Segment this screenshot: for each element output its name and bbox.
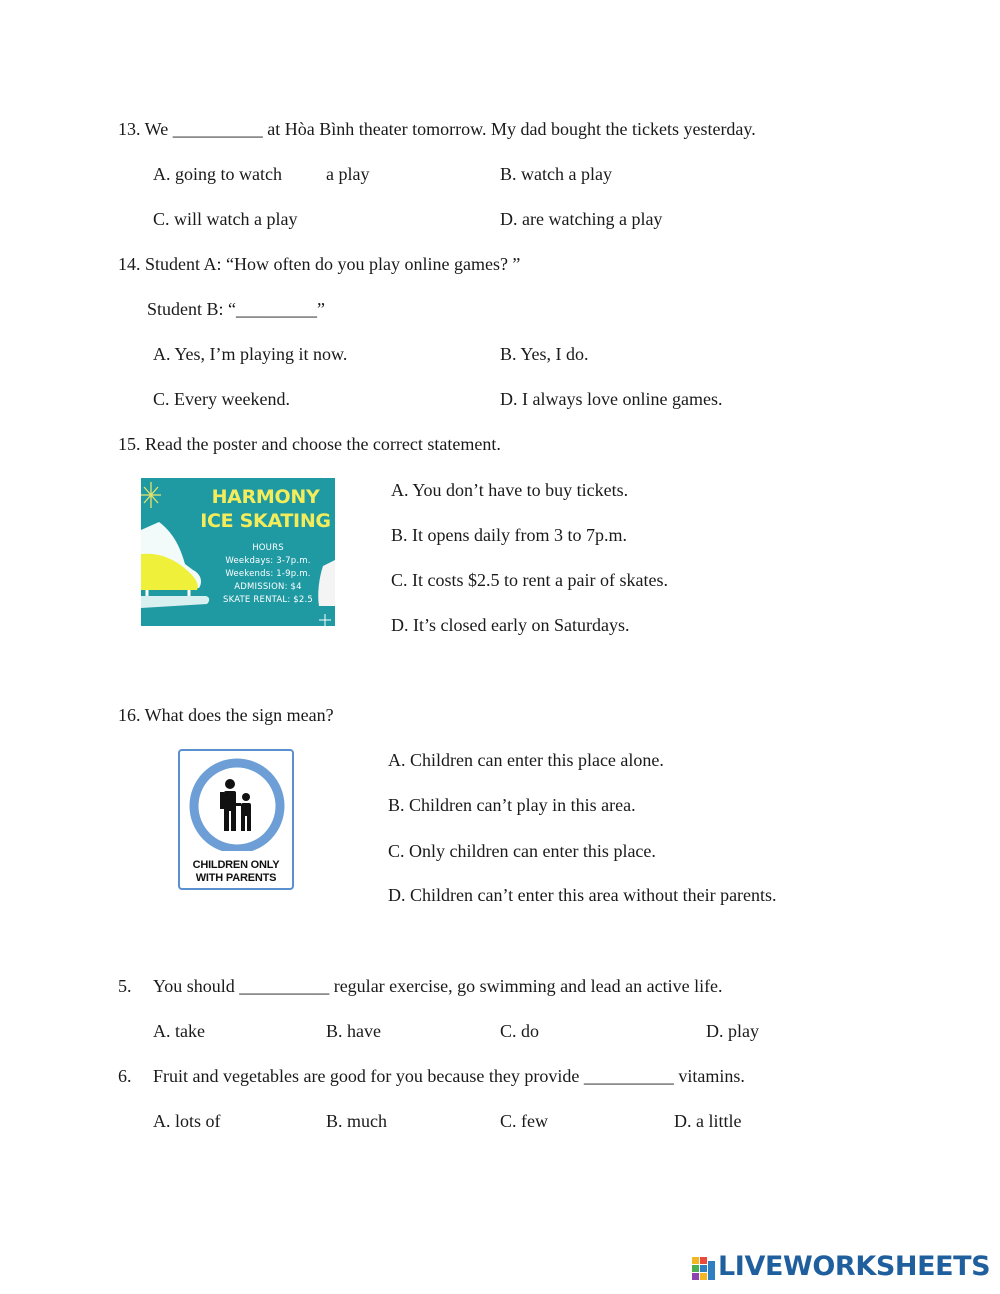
small-snowflake-icon	[319, 614, 331, 626]
question-13-text: 13. We __________ at Hòa Bình theater tomorrow. My dad bought the tickets yesterday.	[118, 119, 756, 139]
poster-title-line1: HARMONY	[211, 486, 320, 508]
poster-weekends: Weekends: 1-9p.m.	[225, 569, 311, 579]
q15-option-d: D. It’s closed early on Saturdays.	[391, 615, 630, 635]
poster-title-line2: ICE SKATING	[200, 510, 331, 532]
question-6-number: 6.	[118, 1066, 132, 1086]
q16-option-d: D. Children can’t enter this area without their parents.	[388, 885, 777, 905]
q5-option-c: C. do	[500, 1021, 540, 1041]
liveworksheets-logo-text[interactable]: LIVEWORKSHEETS	[718, 1251, 991, 1282]
q6-option-b: B. much	[326, 1111, 387, 1131]
question-14-student-b: Student B: “_________”	[147, 299, 325, 319]
q15-option-b: B. It opens daily from 3 to 7p.m.	[391, 525, 627, 545]
q15-option-a: A. You don’t have to buy tickets.	[391, 480, 629, 500]
q13-option-c: C. will watch a play	[153, 209, 298, 229]
poster-rental: SKATE RENTAL: $2.5	[222, 595, 314, 605]
q15-option-c: C. It costs $2.5 to rent a pair of skates.	[391, 570, 668, 590]
question-14-text: 14. Student A: “How often do you play online games? ”	[118, 254, 521, 274]
q13-option-a: A. going to watch	[153, 164, 282, 184]
q16-option-c: C. Only children can enter this place.	[388, 841, 656, 861]
ice-skating-poster	[141, 478, 335, 626]
question-15-text: 15. Read the poster and choose the correct statement.	[118, 434, 501, 454]
q13-option-a-continued: a play	[326, 164, 370, 184]
poster-admission: ADMISSION: $4	[234, 582, 302, 592]
q14-option-a: A. Yes, I’m playing it now.	[153, 344, 348, 364]
snowflake-icon	[141, 482, 161, 508]
question-16-text: 16. What does the sign mean?	[118, 705, 334, 725]
q13-option-d: D. are watching a play	[500, 209, 663, 229]
poster-hours-label: HOURS	[252, 543, 284, 553]
q14-option-b: B. Yes, I do.	[500, 344, 589, 364]
sign-text-line2: WITH PARENTS	[195, 872, 277, 884]
q6-option-d: D. a little	[674, 1111, 742, 1131]
q6-option-c: C. few	[500, 1111, 548, 1131]
q14-option-c: C. Every weekend.	[153, 389, 290, 409]
q16-option-b: B. Children can’t play in this area.	[388, 795, 636, 815]
sign-text-line1: CHILDREN ONLY	[192, 859, 280, 871]
question-6-text: Fruit and vegetables are good for you because they provide __________ vitamins.	[153, 1066, 745, 1086]
q14-option-d: D. I always love online games.	[500, 389, 723, 409]
q13-option-b: B. watch a play	[500, 164, 612, 184]
q6-option-a: A. lots of	[153, 1111, 221, 1131]
poster-weekdays: Weekdays: 3-7p.m.	[225, 556, 311, 566]
q5-option-b: B. have	[326, 1021, 381, 1041]
parent-child-icon	[180, 751, 292, 851]
children-sign	[178, 749, 294, 890]
q5-option-d: D. play	[706, 1021, 759, 1041]
q16-option-a: A. Children can enter this place alone.	[388, 750, 664, 770]
q5-option-a: A. take	[153, 1021, 205, 1041]
question-5-text: You should __________ regular exercise, go swimming and lead an active life.	[153, 976, 723, 996]
question-5-number: 5.	[118, 976, 132, 996]
liveworksheets-logo-icon	[692, 1254, 716, 1286]
